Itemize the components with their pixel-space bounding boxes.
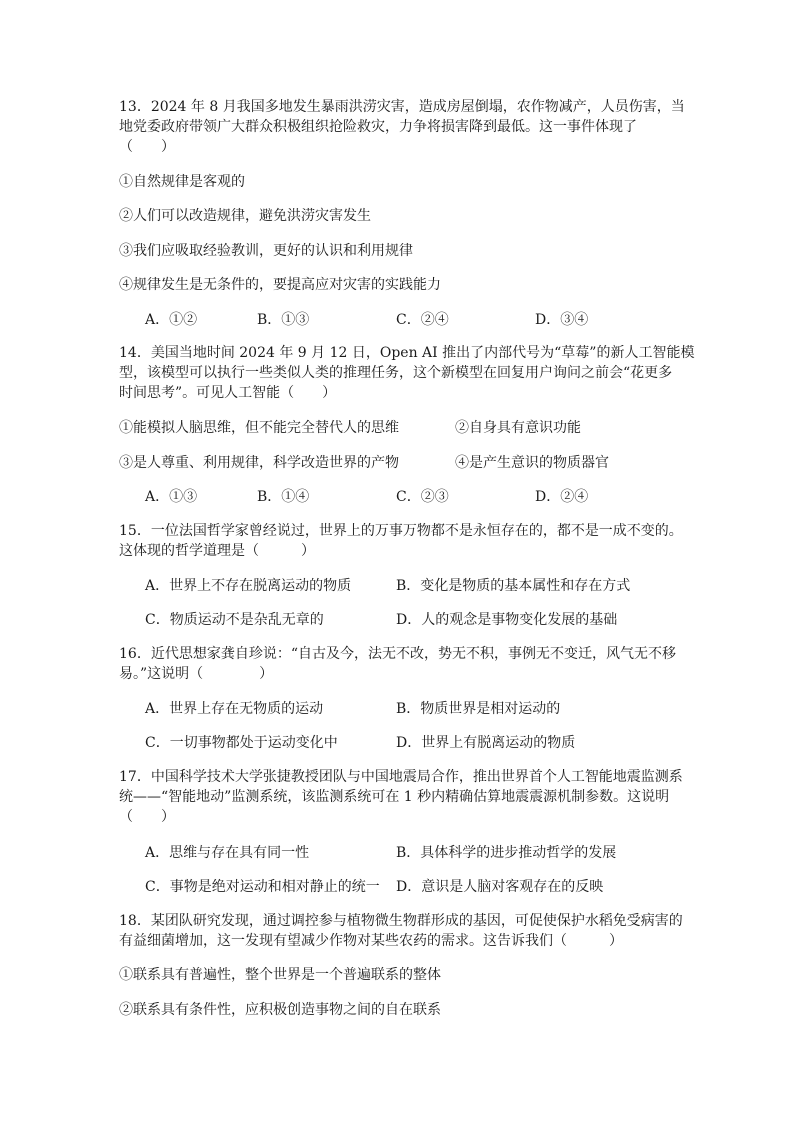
question-13-statement-3: ③我们应吸取经验教训，更好的认识和利用规律 (119, 243, 413, 259)
question-15-line-1: 15．一位法国哲学家曾经说过，世界上的万事万物都不是永恒存在的，都不是一成不变的。 (119, 523, 683, 539)
question-15-option-a: A．世界上不存在脱离运动的物质 (145, 578, 352, 594)
question-14-statement-2: ②自身具有意识功能 (455, 420, 581, 436)
question-13-answer-blank: （ ） (119, 139, 175, 155)
question-18-line-1: 18．某团队研究发现，通过调控参与植物微生物群形成的基因，可促使保护水稻免受病害的 (119, 913, 683, 929)
question-14-option-b: B．①④ (257, 489, 310, 505)
question-16-option-a: A．世界上存在无物质的运动 (145, 701, 324, 717)
question-16-option-b: B．物质世界是相对运动的 (396, 701, 561, 717)
question-14-line-3: 时间思考”。可见人工智能（ ） (119, 385, 337, 401)
question-14-option-a: A．①③ (145, 489, 198, 505)
question-14-statement-4: ④是产生意识的物质器官 (455, 455, 609, 471)
question-16-option-c: C．一切事物都处于运动变化中 (145, 735, 338, 751)
question-16-line-1: 16．近代思想家龚自珍说：“自古及今，法无不改，势无不积，事例无不变迁，风气无不移 (119, 646, 676, 662)
question-17-answer-blank: （ ） (119, 809, 175, 825)
question-17-option-d: D．意识是人脑对客观存在的反映 (396, 879, 604, 895)
question-14-line-1: 14．美国当地时间 2024 年 9 月 12 日，Open AI 推出了内部代号为“草莓”的新人工智能模 (119, 345, 695, 361)
question-18-statement-1: ①联系具有普遍性，整个世界是一个普遍联系的整体 (119, 967, 441, 983)
question-18-statement-2: ②联系具有条件性，应积极创造事物之间的自在联系 (119, 1002, 441, 1018)
question-17-line-1: 17．中国科学技术大学张捷教授团队与中国地震局合作，推出世界首个人工智能地震监测系 (119, 769, 683, 785)
question-17-option-c: C．事物是绝对运动和相对静止的统一 (145, 879, 380, 895)
question-15-line-2: 这体现的哲学道理是（ ） (119, 543, 315, 559)
question-16-line-2: 易。”这说明（ ） (119, 666, 274, 682)
question-15-option-d: D．人的观念是事物变化发展的基础 (396, 612, 618, 628)
question-14-option-c: C．②③ (396, 489, 449, 505)
question-14-line-2: 型，该模型可以执行一些类似人类的推理任务，这个新模型在回复用户询问之前会“花更多 (119, 365, 673, 381)
question-13-line-1: 13．2024 年 8 月我国多地发生暴雨洪涝灾害，造成房屋倒塌，农作物减产，人员伤害，当 (119, 99, 685, 115)
question-13-line-2: 地党委政府带领广大群众积极组织抢险救灾，力争将损害降到最低。这一事件体现了 (119, 119, 637, 135)
question-13-statement-2: ②人们可以改造规律，避免洪涝灾害发生 (119, 208, 371, 224)
question-14-statement-1: ①能模拟人脑思维，但不能完全替代人的思维 (119, 420, 399, 436)
question-13-statement-4: ④规律发生是无条件的，要提高应对灾害的实践能力 (119, 277, 441, 293)
question-15-option-b: B．变化是物质的基本属性和存在方式 (396, 578, 631, 594)
question-16-option-d: D．世界上有脱离运动的物质 (396, 735, 576, 751)
question-13-option-c: C．②④ (396, 312, 449, 328)
question-17-line-2: 统——“智能地动”监测系统，该监测系统可在 1 秒内精确估算地震震源机制参数。这说明 (119, 789, 670, 805)
question-17-option-b: B．具体科学的进步推动哲学的发展 (396, 845, 617, 861)
question-17-option-a: A．思维与存在具有同一性 (145, 845, 310, 861)
question-15-option-c: C．物质运动不是杂乱无章的 (145, 612, 324, 628)
question-13-option-a: A．①② (145, 312, 198, 328)
question-14-option-d: D．②④ (535, 489, 589, 505)
question-14-statement-3: ③是人尊重、利用规律，科学改造世界的产物 (119, 455, 399, 471)
question-13-option-d: D．③④ (535, 312, 589, 328)
question-13-statement-1: ①自然规律是客观的 (119, 174, 245, 190)
question-13-option-b: B．①③ (257, 312, 310, 328)
question-18-line-2: 有益细菌增加，这一发现有望减少作物对某些农药的需求。这告诉我们（ ） (119, 933, 623, 949)
